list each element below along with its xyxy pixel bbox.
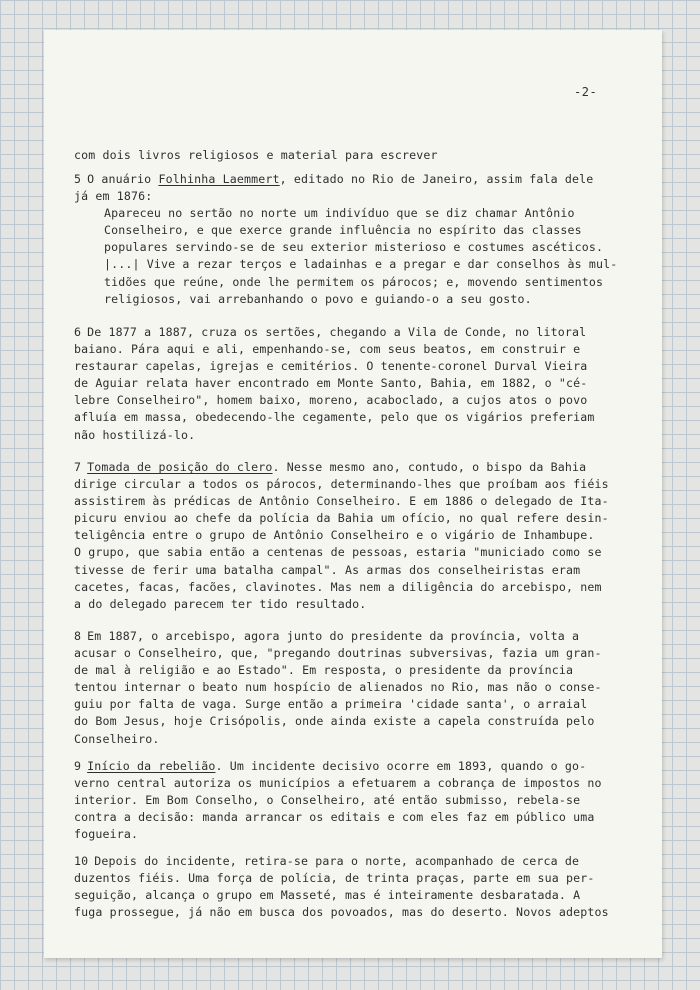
paragraph-number: 9 <box>74 759 82 773</box>
text-line: 9 Início da rebelião. Um incidente decisivo ocorre em 1893, quando o go- <box>74 759 587 773</box>
text-line: verno central autoriza os municípios a efetuarem a cobrança de impostos no <box>74 776 602 791</box>
text-line: 8 Em 1887, o arcebispo, agora junto do presidente da província, volta a <box>74 629 580 643</box>
quote-line: religiosos, vai arrebanhando o povo e guiando-o a seu gosto. <box>104 291 532 306</box>
text-line: seguição, alcança o grupo em Masseté, mas é inteiramente desbaratada. A <box>74 888 581 903</box>
text-line: não hostilizá-lo. <box>74 427 196 442</box>
text-line: já em 1876: <box>74 189 153 204</box>
paragraph-number: 10 <box>74 854 89 868</box>
text-line: fuga prossegue, já não em busca dos povoados, mas do deserto. Novos adeptos <box>74 905 609 920</box>
text-line: assistirem às prédicas de Antônio Conselheiro. E em 1886 o delegado de Ita- <box>74 494 609 509</box>
paragraph-5 <box>74 171 630 308</box>
quote-line: Apareceu no sertão no norte um indivíduo que se diz chamar Antônio <box>104 206 575 221</box>
quote-line: Conselheiro, e que exerce grande influência no espírito das classes <box>104 223 582 238</box>
underlined-title: Folhinha Laemmert <box>158 172 280 186</box>
text-line: de Aguiar relata haver encontrado em Monte Santo, Bahia, em 1882, o "cé- <box>74 376 588 391</box>
text-line: tivesse de ferir uma batalha campal". As armas dos conselheiristas eram <box>74 562 581 577</box>
text-line: a do delegado parecem ter tido resultado. <box>74 596 367 611</box>
text-line: dirige circular a todos os párocos, determinando-lhes que proíbam aos fiéis <box>74 477 609 492</box>
page-number: -2- <box>574 85 598 99</box>
paragraph-number: 5 <box>74 172 82 186</box>
paragraph-9 <box>74 758 630 843</box>
text-line: guiu por falta de vaga. Surge então a primeira 'cidade santa', o arraial <box>74 697 588 712</box>
paragraph-8 <box>74 628 630 748</box>
text-line: fogueira. <box>74 827 139 842</box>
underlined-heading: Início da rebelião <box>87 759 216 773</box>
paragraph-7 <box>74 459 630 613</box>
paragraph-number: 7 <box>74 460 82 474</box>
text-line: teligência entre o grupo de Antônio Conselheiro e o vigário de Inhambupe. <box>74 528 595 543</box>
text-line: O grupo, que sabia então a centenas de pessoas, estaria "municiado como se <box>74 545 602 560</box>
text-line: 6 De 1877 a 1887, cruza os sertões, chegando a Vila de Conde, no litoral <box>74 325 587 339</box>
quote-line: |...| Vive a rezar terços e ladainhas e a pregar e dar conselhos às mul- <box>104 257 618 272</box>
text-line: 5 O anuário Folhinha Laemmert, editado no Rio de Janeiro, assim fala dele <box>74 172 594 186</box>
text-line: 10 Depois do incidente, retira-se para o norte, acompanhado de cerca de <box>74 854 580 868</box>
quote-line: tidões que reúne, onde lhe permitem os párocos; e, movendo sentimentos <box>104 274 604 289</box>
text-line: contra a decisão: manda arrancar os editais e com eles faz em público uma <box>74 810 595 825</box>
text-line: com dois livros religiosos e material para escrever <box>74 148 438 162</box>
text-line: de mal à religião e ao Estado". Em resposta, o presidente da província <box>74 663 574 678</box>
text-line: lebre Conselheiro", homem baixo, moreno, acaboclado, a cujos atos o povo <box>74 393 588 408</box>
text-line: restaurar capelas, igrejas e cemitérios. O tenente-coronel Durval Vieira <box>74 359 588 374</box>
paragraph-number: 8 <box>74 629 82 643</box>
text-line: interior. Em Bom Conselho, o Conselheiro, até então submisso, rebela-se <box>74 793 581 808</box>
typed-page <box>44 30 662 958</box>
paragraph-number: 6 <box>74 325 82 339</box>
quote-line: populares servindo-se de seu exterior misterioso e costumes ascéticos. <box>104 240 604 255</box>
intro-line <box>74 147 630 164</box>
text-line: Conselheiro. <box>74 731 160 746</box>
underlined-heading: Tomada de posição do clero <box>87 460 273 474</box>
text-line: cacetes, facas, facões, clavinotes. Mas nem a diligência do arcebispo, nem <box>74 579 602 594</box>
text-line: acusar o Conselheiro, que, "pregando doutrinas subversivas, fazia um gran- <box>74 646 602 661</box>
text-line: do Bom Jesus, hoje Crisópolis, onde ainda existe a capela construída pelo <box>74 714 595 729</box>
text-line: 7 Tomada de posição do clero. Nesse mesmo ano, contudo, o bispo da Bahia <box>74 460 587 474</box>
text-line: picuru enviou ao chefe da polícia da Bahia um ofício, no qual refere desin- <box>74 511 609 526</box>
text-line: baiano. Pára aqui e ali, empenhando-se, com seus beatos, em construir e <box>74 342 581 357</box>
paragraph-10 <box>74 853 630 921</box>
text-line: afluía em massa, obedecendo-lhe cegamente, pelo que os vigários preferiam <box>74 410 595 425</box>
paragraph-6 <box>74 324 630 444</box>
text-line: duzentos fiéis. Uma força de polícia, de trinta praças, parte em sua per- <box>74 871 595 886</box>
text-line: tentou internar o beato num hospício de alienados no Rio, mas não o conse- <box>74 680 602 695</box>
